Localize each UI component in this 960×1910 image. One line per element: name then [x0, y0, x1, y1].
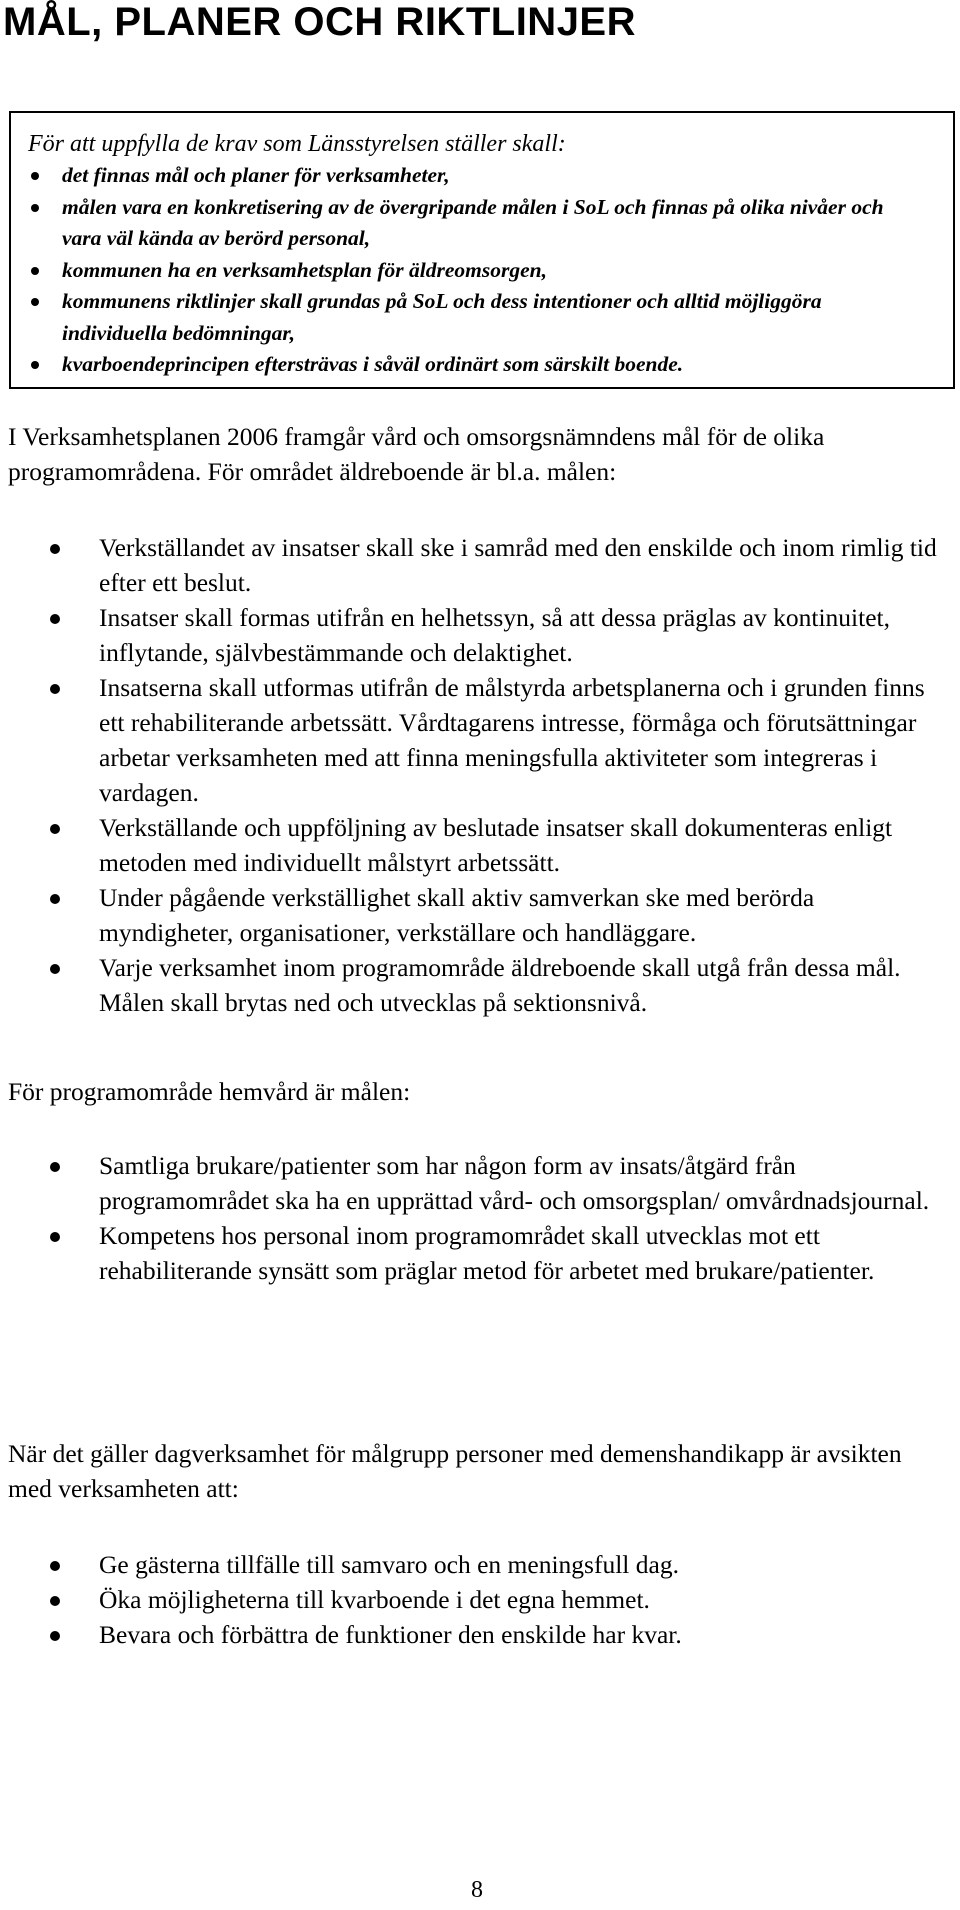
- list-item: [0, 255, 902, 287]
- list-item: [0, 810, 939, 880]
- bullet-icon: [31, 361, 39, 369]
- bullet-icon: [50, 1561, 60, 1571]
- list-item: [0, 950, 939, 1020]
- bullet-icon: [50, 1596, 60, 1606]
- list-item-text: målen vara en konkretisering av de övergripande målen i SoL och finnas på olika nivåer och vara väl kända av berörd personal,: [62, 194, 884, 250]
- list-item-text: Verkställandet av insatser skall ske i samråd med den enskilde och inom rimlig tid efter ett beslut.: [99, 533, 937, 597]
- list-item-text: Öka möjligheterna till kvarboende i det egna hemmet.: [99, 1585, 650, 1614]
- bullet-icon: [50, 894, 60, 904]
- bullet-icon: [50, 614, 60, 624]
- list-item-text: kommunens riktlinjer skall grundas på SoL och dess intentioner och alltid möjliggöra individuella bedömningar,: [62, 289, 822, 345]
- requirements-list: [0, 160, 902, 381]
- bullet-icon: [50, 1162, 60, 1172]
- list-item: [0, 286, 902, 349]
- day-activity-intro: När det gäller dagverksamhet för målgrupp personer med demenshandikapp är avsikten med verksamheten att:: [8, 1439, 902, 1503]
- list-item-text: Samtliga brukare/patienter som har någon form av insats/åtgärd från programområdet ska ha en upprättad vård- och omsorgsplan/ omvårdnadsjournal.: [99, 1151, 930, 1215]
- list-item-text: kommunen ha en verksamhetsplan för äldreomsorgen,: [62, 257, 547, 282]
- page-number: 8: [471, 1877, 483, 1903]
- list-item-text: Insatserna skall utformas utifrån de målstyrda arbetsplanerna och i grunden finns ett rehabiliterande arbetssätt. Vårdtagarens intresse, förmåga och förutsättningar arbetar verksamheten med att finna meningsfulla aktiviteter som integreras i vardagen.: [99, 673, 925, 807]
- list-item-text: Insatser skall formas utifrån en helhetssyn, så att dessa präglas av kontinuitet, inflytande, självbestämmande och delaktighet.: [99, 603, 890, 667]
- bullet-icon: [50, 684, 60, 694]
- bullet-icon: [50, 964, 60, 974]
- elderly-housing-intro: I Verksamhetsplanen 2006 framgår vård och omsorgsnämndens mål för de olika programområdena. För området äldreboende är bl.a. målen:: [8, 422, 825, 486]
- list-item: [0, 1547, 939, 1582]
- bullet-icon: [50, 824, 60, 834]
- bullet-icon: [50, 1232, 60, 1242]
- bullet-icon: [31, 298, 39, 306]
- list-item: [0, 349, 902, 381]
- list-item-text: det finnas mål och planer för verksamheter,: [62, 163, 450, 187]
- bullet-icon: [31, 172, 39, 180]
- home-care-goals: [0, 1148, 939, 1288]
- list-item-text: Under pågående verkställighet skall aktiv samverkan ske med berörda myndigheter, organisationer, verkställare och handläggare.: [99, 883, 815, 947]
- list-item: [0, 1617, 939, 1652]
- list-item: [0, 160, 902, 192]
- list-item: [0, 192, 902, 255]
- page-heading: MÅL, PLANER OCH RIKTLINJER: [3, 0, 636, 44]
- requirements-intro: För att uppfylla de krav som Länsstyrelsen ställer skall:: [28, 131, 566, 157]
- list-item-text: Kompetens hos personal inom programområdet skall utvecklas mot ett rehabiliterande synsätt som präglar metod för arbetet med brukare/patienter.: [99, 1221, 875, 1285]
- list-item: [0, 880, 939, 950]
- list-item-text: Varje verksamhet inom programområde äldreboende skall utgå från dessa mål. Målen skall brytas ned och utvecklas på sektionsnivå.: [99, 953, 901, 1017]
- list-item-text: Ge gästerna tillfälle till samvaro och en meningsfull dag.: [99, 1550, 679, 1579]
- list-item: [0, 670, 939, 810]
- list-item: [0, 530, 939, 600]
- bullet-icon: [31, 204, 39, 212]
- list-item-text: Verkställande och uppföljning av beslutade insatser skall dokumenteras enligt metoden med individuellt målstyrt arbetssätt.: [99, 813, 893, 877]
- home-care-intro: För programområde hemvård är målen:: [8, 1077, 411, 1106]
- day-activity-goals: [0, 1547, 939, 1652]
- list-item: [0, 600, 939, 670]
- list-item: [0, 1582, 939, 1617]
- list-item: [0, 1148, 939, 1218]
- bullet-icon: [50, 544, 60, 554]
- list-item: [0, 1218, 939, 1288]
- bullet-icon: [31, 267, 39, 275]
- list-item-text: kvarboendeprincipen eftersträvas i såväl ordinärt som särskilt boende.: [62, 352, 684, 376]
- list-item-text: Bevara och förbättra de funktioner den enskilde har kvar.: [99, 1620, 682, 1649]
- bullet-icon: [50, 1631, 60, 1641]
- elderly-housing-goals: [0, 530, 939, 1020]
